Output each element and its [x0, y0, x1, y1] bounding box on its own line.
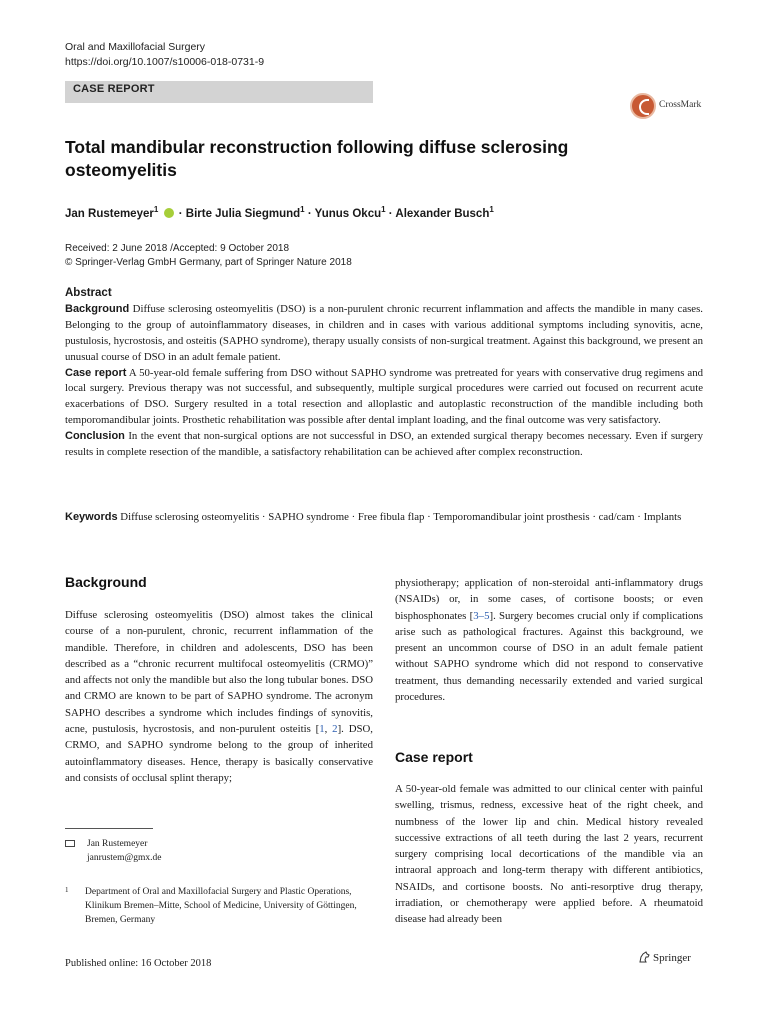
footnote-rule — [65, 828, 153, 829]
background-continuation — [395, 575, 703, 705]
background-paragraph — [65, 607, 373, 786]
article-dates — [65, 242, 352, 270]
doi-link[interactable]: https://doi.org/10.1007/s10006-018-0731-9 — [65, 56, 265, 68]
case-report-paragraph: A 50-year-old female was admitted to our clinical center with painful swelling, trismus, redness, excessive heat of the right cheek, and numbness of the lower lip and chin. Medical history revealed successive extractions of all teeth during the last 2 years, recurrent surgery comprising local decortications of the mandible via an intraoral approach and long-term therapy with different antibiotics, NSAIDs, and cortisone boosts. No anti-resorptive drug therapy, irradiation, or chemotherapy were applied before. A rheumatoid disease had already been — [395, 783, 703, 926]
left-column-body — [65, 607, 373, 786]
background-text: Diffuse sclerosing osteomyelitis (DSO) almost takes the clinical course of a non-purulent, chronic, recurrent inflammation of the mandible. Therefore, in children and adolescents, DSO has been described as a “chronic recurrent multifocal osteomyelitis (CRMO)” and affects not only the mandible but also the long tubular bones. DSO and CRMO are known to be part of SAPHO syndrome. The acronym SAPHO describes a syndrome which includes findings of synovitis, acne, pustulosis, hycrostosis, and non-purulent osteitis [ — [65, 609, 373, 736]
abstract-case-text: A 50-year-old female suffering from DSO without SAPHO syndrome was pretreated for years with conservative drug regimens and local surgery. Previous therapy was not successful, and subsequently, multiple surgical procedures were carried out focused on recurrent acute exacerbations of DSO. Surgery resulted in a total resection and alloplastic and autoplastic reconstruction of the mandible including both temporomandibular joints. Prosthetic rehabilitation was possible after dental implant loading, and the final outcome was very satisfactory. — [65, 366, 703, 427]
published-date: Published online: 16 October 2018 — [65, 958, 212, 969]
keywords-text: Diffuse sclerosing osteomyelitis · SAPHO syndrome · Free fibula flap · Temporomandibular joint prosthesis · cad/cam · Implants — [120, 511, 682, 523]
keywords-label: Keywords — [65, 511, 118, 523]
citation-separator: , — [324, 723, 333, 736]
abstract-case-report — [65, 366, 703, 430]
author-affiliation-mark: 1 — [300, 205, 305, 214]
abstract-background-text: Diffuse sclerosing osteomyelitis (DSO) is a non-purulent chronic recurrent inflammation and affects the mandible in many cases. Belonging to the group of autoinflammatory diseases, in children and in cases with various additional symptoms including synovitis, acne, pustulosis, hycrostosis, and osteitis (SAPHO syndrome), therapy usually consists of non-surgical treatment. Against this background, we present an unusual course of DSO in an adult female patient. — [65, 302, 704, 363]
crossmark-label: CrossMark — [659, 100, 702, 110]
correspondence-email[interactable]: janrustem@gmx.de — [87, 853, 162, 863]
abstract-heading: Abstract — [65, 287, 112, 299]
journal-name: Oral and Maxillofacial Surgery — [65, 41, 206, 53]
author-affiliation-mark: 1 — [381, 205, 386, 214]
author-name[interactable]: Birte Julia Siegmund — [185, 207, 301, 220]
abstract-conclusion-label: Conclusion — [65, 430, 125, 443]
right-column-body — [395, 575, 703, 705]
envelope-icon — [65, 840, 75, 847]
author-separator: · — [178, 207, 183, 220]
author-separator: · — [307, 207, 312, 220]
author-name[interactable]: Alexander Busch — [395, 207, 490, 220]
publisher-name: Springer — [653, 952, 691, 964]
citation-link[interactable]: 1 — [319, 723, 325, 736]
case-report-heading: Case report — [395, 749, 473, 765]
article-type-banner — [65, 81, 373, 103]
crossmark-icon — [630, 93, 656, 119]
background-text: ]. DSO, CRMO, and SAPHO syndrome belong to the group of inherited autoinflammatory diseases. Hence, therapy is basically conservative and consists of occlusal splint therapy; — [65, 723, 374, 784]
affiliation-text: Department of Oral and Maxillofacial Surgery and Plastic Operations, Klinikum Bremen–Mitte, School of Medicine, University of Göttingen, Bremen, Germany — [85, 887, 357, 925]
case-report-body — [395, 781, 703, 928]
affiliation — [65, 885, 365, 927]
citation-link[interactable]: 2 — [332, 723, 338, 736]
abstract — [65, 286, 703, 461]
author-list — [65, 205, 494, 220]
article-type-label: CASE REPORT — [73, 83, 155, 95]
correspondence — [65, 837, 161, 865]
copyright-line: © Springer-Verlag GmbH Germany, part of Springer Nature 2018 — [65, 257, 352, 268]
abstract-background — [65, 302, 703, 366]
background-text: ]. Surgery becomes crucial only if complications arise such as pathological fractures. Against this background, we present an uncommon course of DSO in an adult female patient without SAPHO syndrome which did not respond to conservative treatment, thus demanding necessarily extended and varied surgical procedures. — [395, 609, 703, 704]
abstract-background-label: Background — [65, 302, 130, 315]
crossmark-badge[interactable] — [630, 93, 708, 123]
orcid-icon[interactable] — [164, 208, 174, 218]
author-affiliation-mark: 1 — [489, 205, 494, 214]
journal-header — [65, 40, 264, 70]
correspondence-name: Jan Rustemeyer — [87, 839, 148, 849]
citation-link[interactable]: 3–5 — [473, 609, 490, 622]
author-name[interactable]: Yunus Okcu — [314, 207, 382, 220]
publisher-logo — [638, 951, 691, 964]
background-text: physiotherapy; application of non-steroidal anti-inflammatory drugs (NSAIDs) or, in some cases, of cortisone boosts; or even bisphosphonates [ — [395, 577, 703, 622]
article-title: Total mandibular reconstruction following diffuse sclerosing osteomyelitis — [65, 137, 569, 180]
abstract-conclusion-text: In the event that non-surgical options are not successful in DSO, an extended surgical therapy becomes necessary. Even if surgery results in complete resection of the mandible, a satisfactory rehabilitation can be achieved after complex reconstruction. — [65, 430, 704, 459]
background-heading: Background — [65, 574, 147, 590]
abstract-case-label: Case report — [65, 366, 127, 379]
author-affiliation-mark: 1 — [153, 205, 159, 214]
springer-horse-icon — [638, 951, 650, 963]
author-separator: · — [388, 207, 393, 220]
keywords — [65, 509, 703, 525]
affiliation-number: 1 — [65, 886, 69, 894]
abstract-conclusion — [65, 429, 703, 461]
author-name[interactable]: Jan Rustemeyer — [65, 207, 154, 220]
received-accepted-dates: Received: 2 June 2018 /Accepted: 9 October 2018 — [65, 243, 290, 254]
